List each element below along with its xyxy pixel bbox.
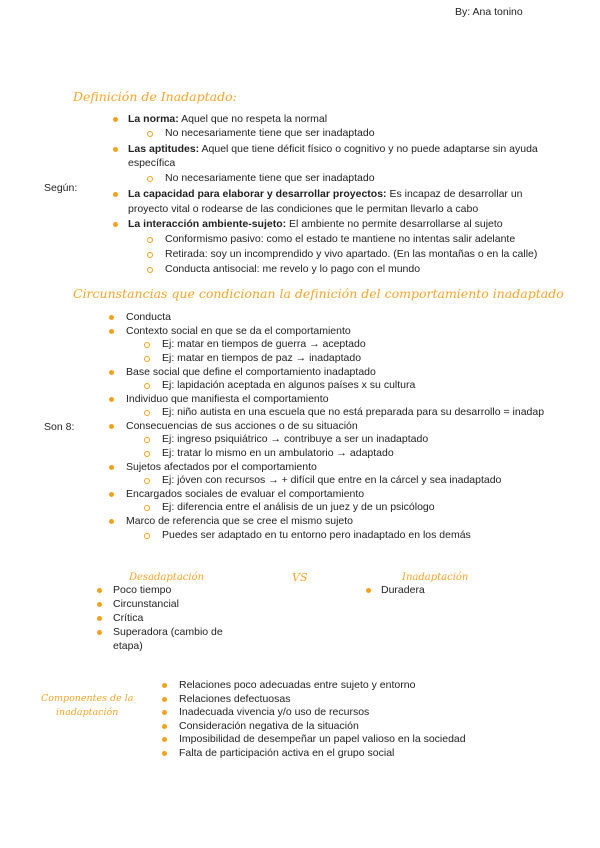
bullet-icon [162, 683, 167, 688]
definition-item-aptitudes: Las aptitudes: Aquel que tiene déficit físico o cognitivo y no puede adaptarse sin ayuda [128, 143, 538, 155]
definition-item-proyectos-cont: proyecto vital o rodearse de las condiciones que le permitan llevarlo a cabo [128, 203, 479, 215]
bullet-icon [109, 315, 114, 320]
definition-sub-aptitudes: No necesariamente tiene que ser inadaptado [165, 172, 375, 184]
bullet-icon [162, 710, 167, 715]
bullet-icon [109, 397, 114, 402]
circumstance-example: Ej: matar en tiempos de guerra → aceptado [162, 338, 366, 350]
circumstance-example: Ej: ingreso psiquiátrico → contribuye a ser un inadaptado [162, 433, 429, 445]
componente-item: Falta de participación activa en el grupo social [179, 747, 395, 759]
bullet-icon [113, 222, 118, 227]
circumstance-example: Ej: matar en tiempos de paz → inadaptado [162, 352, 362, 364]
desadaptacion-item: Crítica [113, 612, 144, 624]
bullet-icon [97, 616, 102, 621]
bullet-icon [109, 519, 114, 524]
section2-side-label: Son 8: [44, 421, 75, 433]
bullet-icon [109, 370, 114, 375]
circumstance-item: Marco de referencia que se cree el mismo sujeto [126, 515, 354, 527]
desadaptacion-item-cont: etapa) [113, 640, 143, 652]
circumstance-example: Ej: jóven con recursos → + difícil que entre en la cárcel y sea inadaptado [162, 474, 502, 486]
componente-item: Relaciones poco adecuadas entre sujeto y entorno [179, 679, 416, 691]
bullet-icon [113, 192, 118, 197]
author-credit: By: Ana tonino [455, 6, 523, 18]
definition-item-norma: La norma: Aquel que no respeta la normal [128, 113, 328, 125]
sub-bullet-icon [147, 267, 153, 273]
definition-item-interaccion: La interacción ambiente-sujeto: El ambiente no permite desarrollarse al sujeto [128, 218, 503, 230]
sub-bullet-icon [144, 478, 150, 484]
desadaptacion-title: Desadaptación [129, 572, 205, 583]
inadaptacion-title: Inadaptación [402, 572, 469, 583]
definition-sub-norma: No necesariamente tiene que ser inadaptado [165, 127, 375, 139]
inadaptacion-item: Duradera [381, 584, 425, 596]
circumstance-item: Encargados sociales de evaluar el comportamiento [126, 488, 365, 500]
sub-bullet-icon [144, 505, 150, 511]
definition-sub-retirada: Retirada: soy un incomprendido y vivo apartado. (En las montañas o en la calle) [165, 248, 538, 260]
circumstance-item: Individuo que manifiesta el comportamiento [126, 393, 329, 405]
componentes-label-cont: inadaptación [56, 707, 119, 718]
sub-bullet-icon [144, 533, 150, 539]
circumstance-item: Sujetos afectados por el comportamiento [126, 461, 317, 473]
bullet-icon [113, 117, 118, 122]
sub-bullet-icon [147, 176, 153, 182]
sub-bullet-icon [144, 437, 150, 443]
vs-label: VS [292, 571, 308, 584]
bullet-icon [97, 630, 102, 635]
bullet-icon [162, 751, 167, 756]
bullet-icon [162, 697, 167, 702]
componente-item: Consideración negativa de la situación [179, 720, 359, 732]
sub-bullet-icon [147, 131, 153, 137]
circumstance-item: Contexto social en que se da el comportamiento [126, 325, 351, 337]
componente-item: Imposibilidad de desempeñar un papel valioso en la sociedad [179, 733, 466, 745]
desadaptacion-item: Poco tiempo [113, 584, 172, 596]
definition-item-proyectos: La capacidad para elaborar y desarrollar proyectos: Es incapaz de desarrollar un [128, 188, 523, 200]
componente-item: Inadecuada vivencia y/o uso de recursos [179, 706, 370, 718]
sub-bullet-icon [144, 342, 150, 348]
definition-item-aptitudes-cont: específica [128, 157, 176, 169]
definition-sub-conformismo: Conformismo pasivo: como el estado te mantiene no intentas salir adelante [165, 233, 516, 245]
bullet-icon [366, 588, 371, 593]
section1-side-label: Según: [44, 182, 78, 194]
circumstance-example: Puedes ser adaptado en tu entorno pero inadaptado en los demás [162, 529, 471, 541]
section1-title: Definición de Inadaptado: [73, 89, 237, 104]
circumstance-example: Ej: niño autista en una escuela que no está preparada para su desarrollo = inadap [162, 406, 545, 418]
circumstance-example: Ej: lapidación aceptada en algunos países x su cultura [162, 379, 416, 391]
desadaptacion-item: Superadora (cambio de [113, 626, 223, 638]
sub-bullet-icon [147, 252, 153, 258]
circumstance-item: Consecuencias de sus acciones o de su situación [126, 420, 358, 432]
sub-bullet-icon [144, 410, 150, 416]
componente-item: Relaciones defectuosas [179, 693, 291, 705]
definition-sub-antisocial: Conducta antisocial: me revelo y lo pago con el mundo [165, 263, 421, 275]
bullet-icon [109, 424, 114, 429]
sub-bullet-icon [144, 356, 150, 362]
bullet-icon [162, 724, 167, 729]
section2-title: Circunstancias que condicionan la definición del comportamiento inadaptado [73, 286, 564, 301]
sub-bullet-icon [144, 383, 150, 389]
sub-bullet-icon [147, 237, 153, 243]
bullet-icon [113, 147, 118, 152]
desadaptacion-item: Circunstancial [113, 598, 179, 610]
circumstance-example: Ej: diferencia entre el análisis de un juez y de un psicólogo [162, 501, 435, 513]
bullet-icon [162, 737, 167, 742]
bullet-icon [109, 329, 114, 334]
circumstance-item: Base social que define el comportamiento inadaptado [126, 366, 376, 378]
bullet-icon [109, 465, 114, 470]
circumstance-item: Conducta [126, 311, 171, 323]
bullet-icon [97, 588, 102, 593]
bullet-icon [109, 492, 114, 497]
componentes-label: Componentes de la [41, 693, 134, 704]
sub-bullet-icon [144, 451, 150, 457]
bullet-icon [97, 602, 102, 607]
circumstance-example: Ej: tratar lo mismo en un ambulatorio → adaptado [162, 447, 394, 459]
